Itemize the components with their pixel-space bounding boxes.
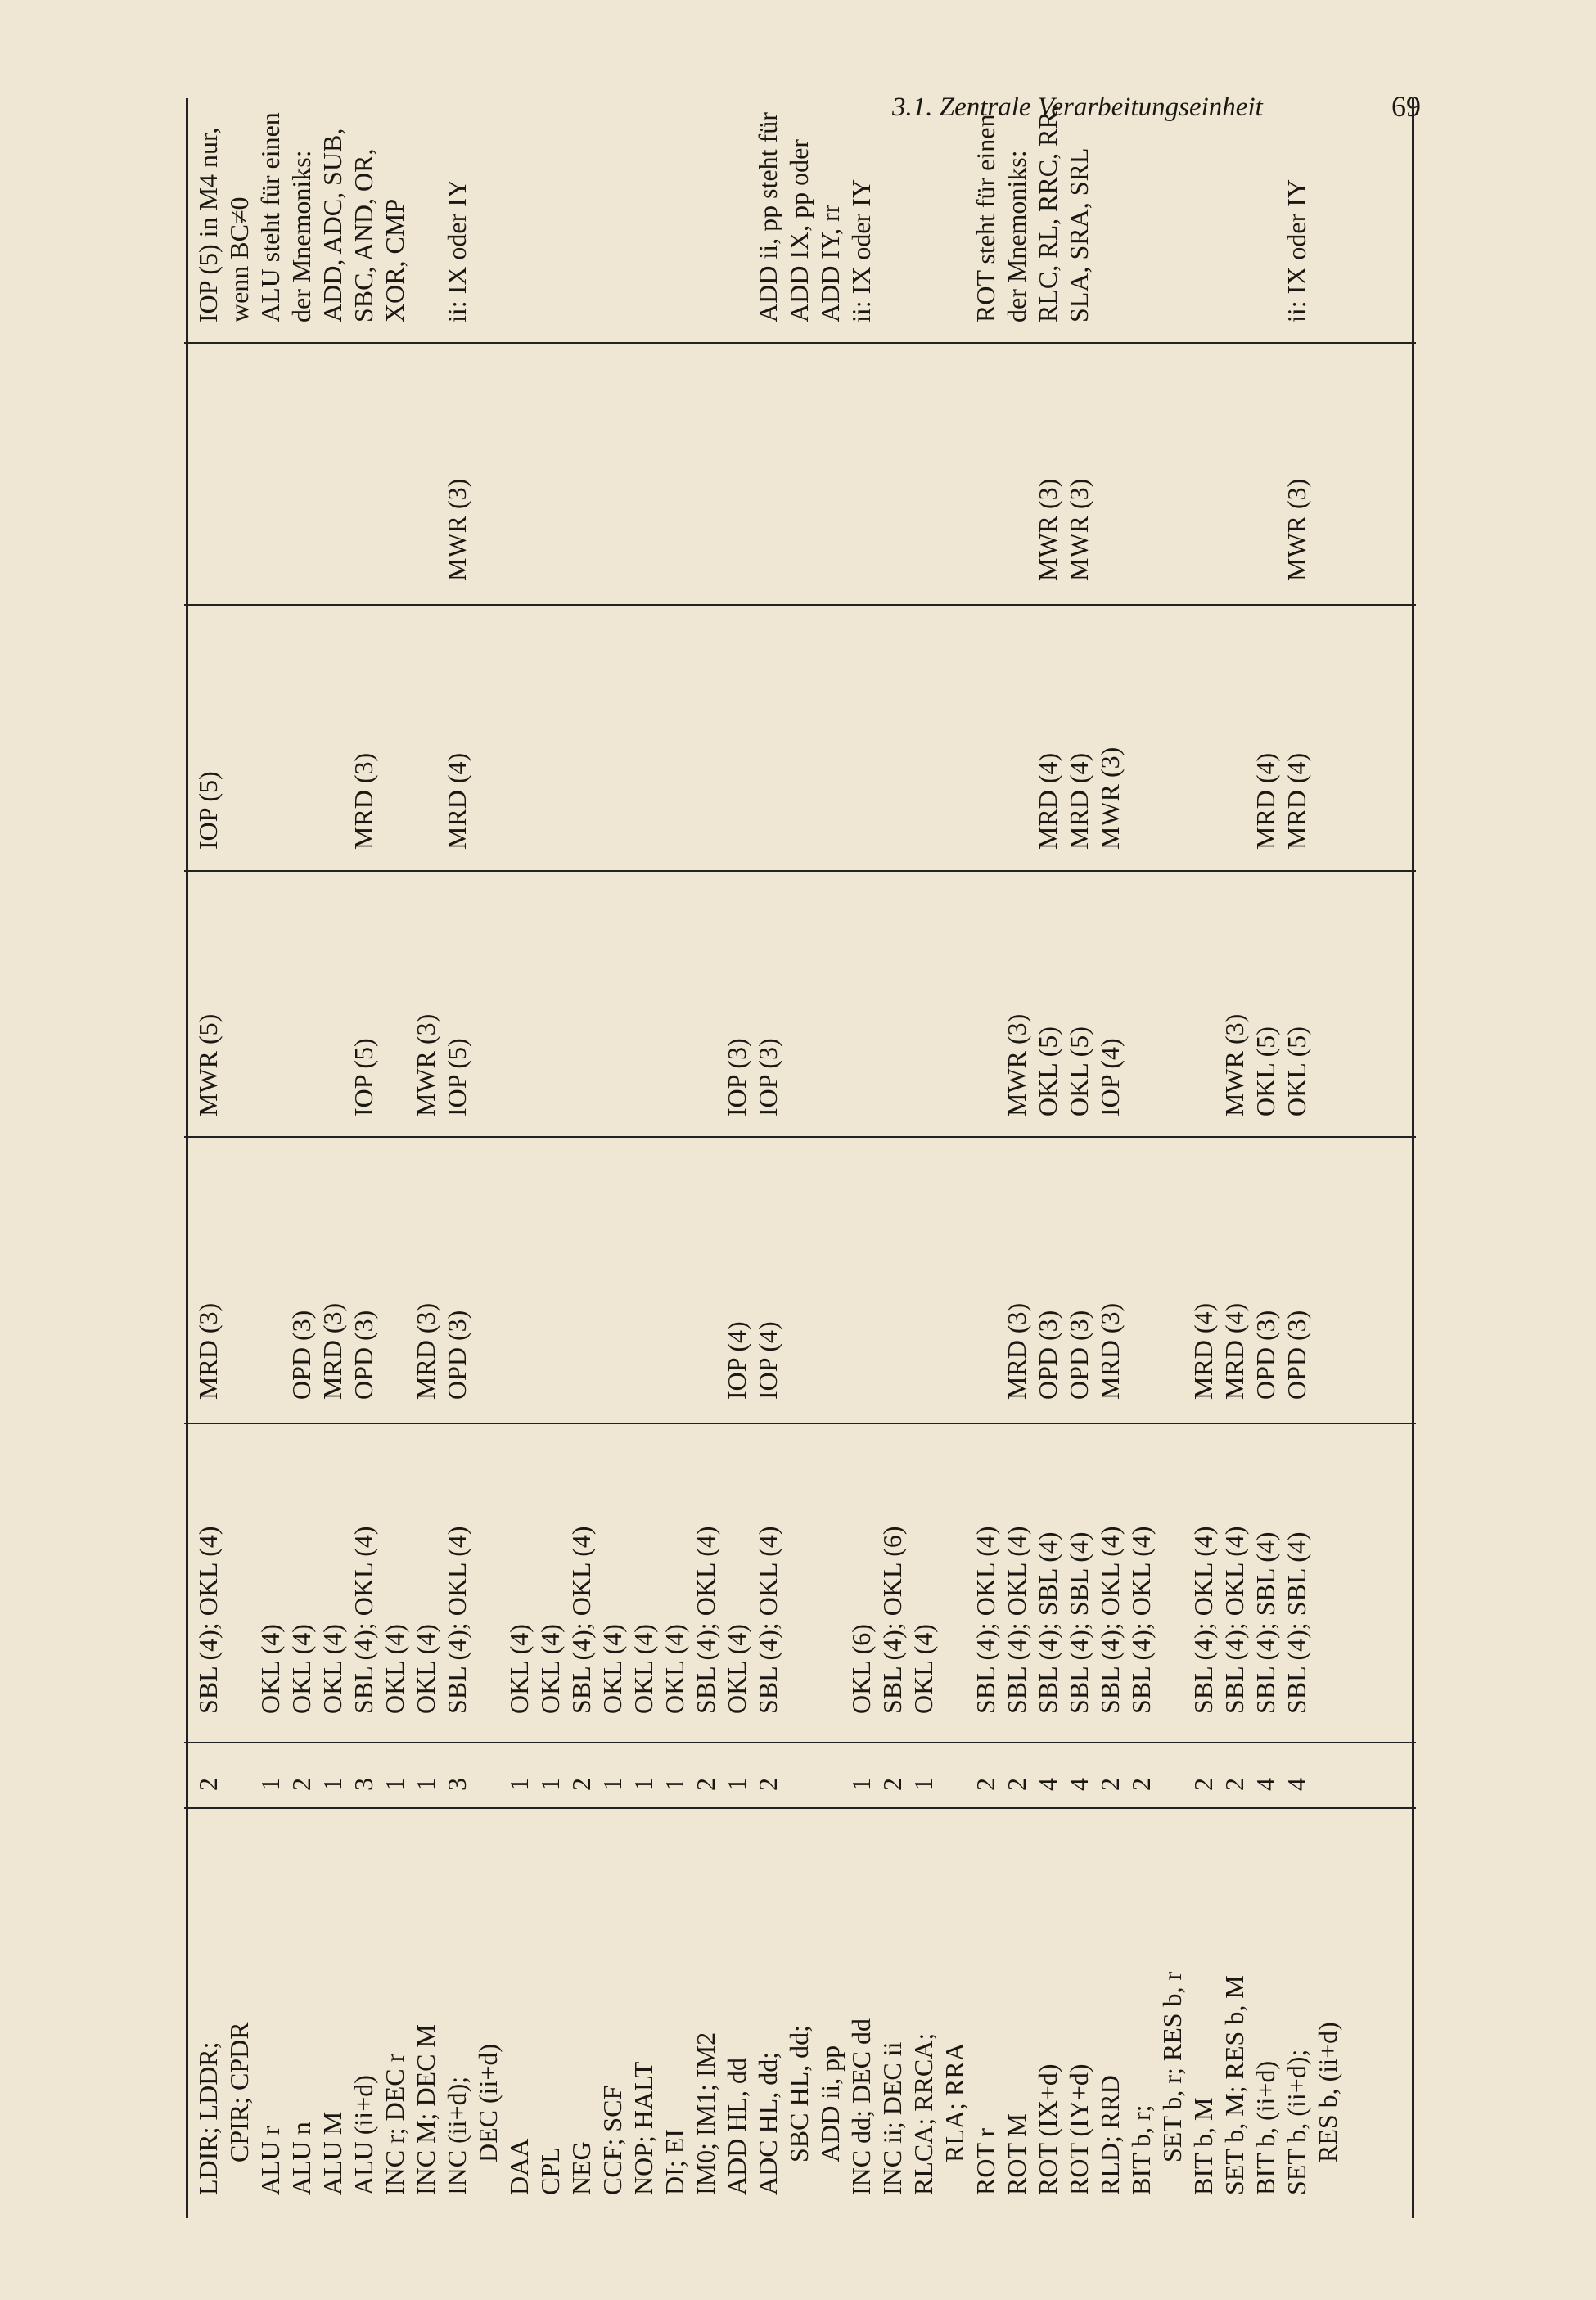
note-ii-1 [441,179,472,322]
table-row [970,98,1001,2218]
table-row [1094,98,1125,2218]
cycle-m4-cell: MRD (4) [1064,752,1093,850]
note-line: ROT steht für einen [971,114,1000,322]
cycle-m2-cell: IOP (4) [722,1321,751,1400]
table-row [223,98,255,2218]
cycle-m3-cell: IOP (4) [1095,1038,1125,1116]
note-rot [970,105,1094,322]
instruction-cell: CPIR; CPDR [224,2022,254,2162]
cycle-m4-cell: MWR (3) [1095,746,1125,850]
instruction-cell: NEG [566,2141,596,2195]
table-row [752,98,783,2218]
cycle-m1-cell: OKL (4) [722,1624,751,1714]
cycle-m1-cell: OKL (4) [908,1624,938,1714]
page-number: 69 [1391,90,1421,123]
note-line: ADD IX, pp oder [784,139,814,322]
cycle-m2-cell: OPD (3) [442,1310,471,1400]
instruction-cell: SBC HL, dd; [784,2024,814,2162]
cycle-m1-cell: SBL (4); OKL (4) [193,1526,223,1714]
cycle-m1-cell: SBL (4); SBL (4) [1033,1531,1062,1714]
note-ii-3 [1281,179,1312,322]
note-line: SBC, AND, OR, [349,148,378,322]
note-line: ADD, ADC, SUB, [318,128,347,322]
table-row [814,98,845,2218]
table-row [255,98,286,2218]
instruction-cell: ALU M [318,2111,347,2195]
table-row [317,98,348,2218]
cycle-m4-cell: MRD (4) [1033,752,1062,850]
cycle-m2-cell: OPD (3) [286,1310,316,1400]
note-line: ADD IY, rr [815,204,845,322]
cycle-m1-cell: SBL (4); OKL (4) [691,1526,720,1714]
cycle-m1-cell: OKL (4) [286,1624,316,1714]
instruction-cell: DAA [504,2138,534,2195]
instruction-cell: SET b, (ii+d); [1282,2049,1311,2195]
machine-cycles-cell: 2 [286,1778,316,1791]
table-row [939,98,970,2218]
cycle-m1-cell: SBL (4); OKL (4) [971,1526,1000,1714]
machine-cycles-cell: 2 [877,1778,907,1791]
instruction-cell: ROT r [971,2127,1000,2195]
cycle-m4-cell: MRD (4) [442,752,471,850]
machine-cycles-cell: 2 [1126,1778,1156,1791]
instruction-cell: CPL [535,2147,565,2195]
cycle-m4-cell: IOP (5) [193,771,223,850]
cycle-m2-cell: MRD (4) [1188,1302,1218,1400]
table-row [534,98,566,2218]
machine-cycles-cell: 1 [722,1778,751,1791]
cycle-m2-cell: MRD (3) [1095,1302,1125,1400]
note-ii-2 [845,179,877,322]
cycle-m1-cell: OKL (4) [535,1624,565,1714]
table-row [1063,98,1094,2218]
instruction-cell: INC ii; DEC ii [877,2041,907,2195]
cycle-m1-cell: SBL (4); OKL (4) [1188,1526,1218,1714]
cycle-m5-cell: MWR (3) [1064,478,1093,581]
machine-cycles-cell: 2 [971,1778,1000,1791]
cycle-m3-cell: IOP (3) [753,1038,782,1116]
note-line: ii: IX oder IY [442,178,471,322]
instruction-cell: ALU r [255,2126,285,2195]
cycle-m2-cell: MRD (3) [1002,1302,1031,1400]
cycle-m3-cell: MWR (3) [1002,1013,1031,1116]
table-row [628,98,659,2218]
cycle-m3-cell: IOP (3) [722,1038,751,1116]
note-line: RLC, RL, RRC, RR, [1033,105,1062,322]
cycle-m1-cell: SBL (4); SBL (4) [1064,1531,1093,1714]
table-row [379,98,410,2218]
machine-cycles-cell: 2 [1002,1778,1031,1791]
table-bottom-rule [1412,98,1414,2218]
instruction-cell: RES b, (ii+d) [1313,2022,1342,2162]
instruction-cell: NOP; HALT [629,2061,658,2195]
machine-cycles-cell: 1 [597,1778,627,1791]
instruction-cell: RLCA; RRCA; [908,2032,938,2195]
instruction-cell: LDIR; LDDR; [193,2041,223,2195]
cycle-m1-cell: OKL (4) [380,1624,409,1714]
table-row [410,98,441,2218]
cycle-m1-cell: SBL (4); OKL (4) [1002,1526,1031,1714]
cycle-m1-cell: OKL (4) [318,1624,347,1714]
machine-cycles-cell: 1 [908,1778,938,1791]
machine-cycles-cell: 1 [411,1778,440,1791]
cycle-m3-cell: IOP (5) [349,1038,378,1116]
machine-cycles-cell: 1 [255,1778,285,1791]
instruction-cell: BIT b, (ii+d) [1251,2060,1280,2195]
instruction-cell: ALU (ii+d) [349,2075,378,2195]
cycle-m5-cell: MWR (3) [1282,478,1311,581]
table-row [1032,98,1063,2218]
cycle-m2-cell: OPD (3) [1064,1310,1093,1400]
cycle-m3-cell: MWR (3) [1220,1013,1249,1116]
cycle-m1-cell: SBL (4); OKL (4) [1095,1526,1125,1714]
cycle-m1-cell: OKL (4) [255,1624,285,1714]
machine-cycles-cell: 2 [566,1778,596,1791]
cycle-m1-cell: SBL (4); OKL (4) [566,1526,596,1714]
machine-cycles-cell: 4 [1033,1778,1062,1791]
note-line: der Mnemoniks: [1002,150,1031,322]
instruction-cell: INC r; DEC r [380,2053,409,2195]
cycle-m2-cell: MRD (4) [1220,1302,1249,1400]
machine-cycles-cell: 1 [660,1778,689,1791]
instruction-cell: INC dd; DEC dd [846,2018,876,2195]
instruction-cell: IM0; IM1; IM2 [691,2032,720,2195]
table-row [192,98,223,2218]
note-alu [192,112,410,322]
machine-cycles-cell: 1 [846,1778,876,1791]
machine-cycles-cell: 4 [1251,1778,1280,1791]
instruction-cell: ROT (IX+d) [1033,2063,1062,2195]
machine-cycles-cell: 1 [535,1778,565,1791]
machine-cycles-cell: 2 [1220,1778,1249,1791]
table-row [286,98,317,2218]
machine-cycles-cell: 3 [442,1778,471,1791]
instruction-cell: DEC (ii+d) [473,2043,503,2162]
cycle-m2-cell: OPD (3) [349,1310,378,1400]
table-row [1156,98,1188,2218]
cycle-m1-cell: OKL (4) [629,1624,658,1714]
cycle-m5-cell: MWR (3) [1033,478,1062,581]
cycle-m4-cell: MRD (4) [1282,752,1311,850]
note-line: XOR, CMP [380,198,409,322]
table-row [783,98,814,2218]
instruction-cell: DI; EI [660,2129,689,2195]
instruction-cell: ADD ii, pp [815,2045,845,2162]
note-line: wenn BC≠0 [224,196,254,322]
table-row [845,98,877,2218]
table-row [1188,98,1219,2218]
instruction-cell: BIT b, r; [1126,2104,1156,2195]
instruction-cell: RLA; RRA [940,2042,969,2162]
cycle-m5-cell: MWR (3) [442,478,471,581]
note-line: IOP (5) in M4 nur, [193,127,223,322]
cycle-m1-cell: OKL (4) [660,1624,689,1714]
table-row [877,98,908,2218]
cycle-m2-cell: OPD (3) [1033,1310,1062,1400]
note-line: ii: IX oder IY [1282,178,1311,322]
machine-cycles-cell: 1 [380,1778,409,1791]
instruction-cell: BIT b, M [1188,2097,1218,2195]
table-row [597,98,628,2218]
instruction-cell: RLD; RRD [1095,2075,1125,2195]
cycle-m1-cell: SBL (4); OKL (4) [1220,1526,1249,1714]
cycle-m1-cell: OKL (4) [504,1624,534,1714]
machine-cycles-cell: 1 [504,1778,534,1791]
cycle-m3-cell: MWR (3) [411,1013,440,1116]
cycle-m1-cell: SBL (4); OKL (4) [753,1526,782,1714]
cycle-m1-cell: OKL (4) [597,1624,627,1714]
table-row [690,98,721,2218]
instruction-cell: ROT (IY+d) [1064,2063,1093,2195]
section-title: 3.1. Zentrale Verarbeitungseinheit [892,92,1263,122]
note-add-ii [752,112,845,322]
table-row [441,98,472,2218]
cycle-m2-cell: MRD (3) [193,1302,223,1400]
machine-cycles-cell: 2 [193,1778,223,1791]
cycle-m1-cell: OKL (6) [846,1624,876,1714]
machine-cycles-cell: 1 [318,1778,347,1791]
table-row [1250,98,1281,2218]
machine-cycles-cell: 4 [1064,1778,1093,1791]
table-row [472,98,503,2218]
instruction-cell: INC (ii+d); [442,2076,471,2195]
table-top-rule [186,98,188,2218]
table-row [1125,98,1156,2218]
cycle-m1-cell: OKL (4) [411,1624,440,1714]
note-line: der Mnemoniks: [286,150,316,322]
machine-cycles-cell: 2 [1188,1778,1218,1791]
instruction-cell: ADD HL, dd [722,2058,751,2195]
note-line: ALU steht für einen [255,112,285,322]
instruction-cell: ROT M [1002,2113,1031,2195]
instruction-cell: CCF; SCF [597,2085,627,2195]
table-row [1219,98,1250,2218]
cycle-m2-cell: OPD (3) [1251,1310,1280,1400]
table-row [659,98,690,2218]
table-row [1312,98,1343,2218]
instruction-cell: SET b, M; RES b, M [1220,1975,1249,2195]
cycle-m1-cell: SBL (4); OKL (4) [1126,1526,1156,1714]
cycle-m2-cell: IOP (4) [753,1321,782,1400]
machine-cycles-cell: 2 [1095,1778,1125,1791]
cycle-m4-cell: MRD (4) [1251,752,1280,850]
cycle-m2-cell: MRD (3) [411,1302,440,1400]
table-row [348,98,379,2218]
cycle-m4-cell: MRD (3) [349,752,378,850]
instruction-cell: ADC HL, dd; [753,2051,782,2195]
timing-table [184,98,1416,2218]
cycle-m2-cell: MRD (3) [318,1302,347,1400]
machine-cycles-cell: 2 [691,1778,720,1791]
instruction-cell: SET b, r; RES b, r [1157,1971,1187,2162]
cycle-m1-cell: SBL (4); OKL (6) [877,1526,907,1714]
cycle-m1-cell: SBL (4); SBL (4) [1282,1531,1311,1714]
table-row [908,98,939,2218]
note-line: ii: IX oder IY [846,178,876,322]
cycle-m3-cell: OKL (5) [1251,1026,1280,1116]
machine-cycles-cell: 4 [1282,1778,1311,1791]
cycle-m3-cell: OKL (5) [1064,1026,1093,1116]
table-row [1001,98,1032,2218]
note-line: ADD ii, pp steht für [753,112,782,322]
cycle-m3-cell: OKL (5) [1033,1026,1062,1116]
cycle-m1-cell: SBL (4); OKL (4) [349,1526,378,1714]
machine-cycles-cell: 1 [629,1778,658,1791]
table-row [503,98,534,2218]
machine-cycles-cell: 3 [349,1778,378,1791]
cycle-m3-cell: MWR (5) [193,1013,223,1116]
instruction-cell: ALU n [286,2122,316,2195]
cycle-m3-cell: IOP (5) [442,1038,471,1116]
cycle-m1-cell: SBL (4); SBL (4) [1251,1531,1280,1714]
table-row [721,98,752,2218]
table-row [1281,98,1312,2218]
cycle-m3-cell: OKL (5) [1282,1026,1311,1116]
note-line: SLA, SRA, SRL [1064,147,1093,322]
machine-cycles-cell: 2 [753,1778,782,1791]
cycle-m2-cell: OPD (3) [1282,1310,1311,1400]
instruction-cell: INC M; DEC M [411,2024,440,2195]
table-row [566,98,597,2218]
cycle-m1-cell: SBL (4); OKL (4) [442,1526,471,1714]
